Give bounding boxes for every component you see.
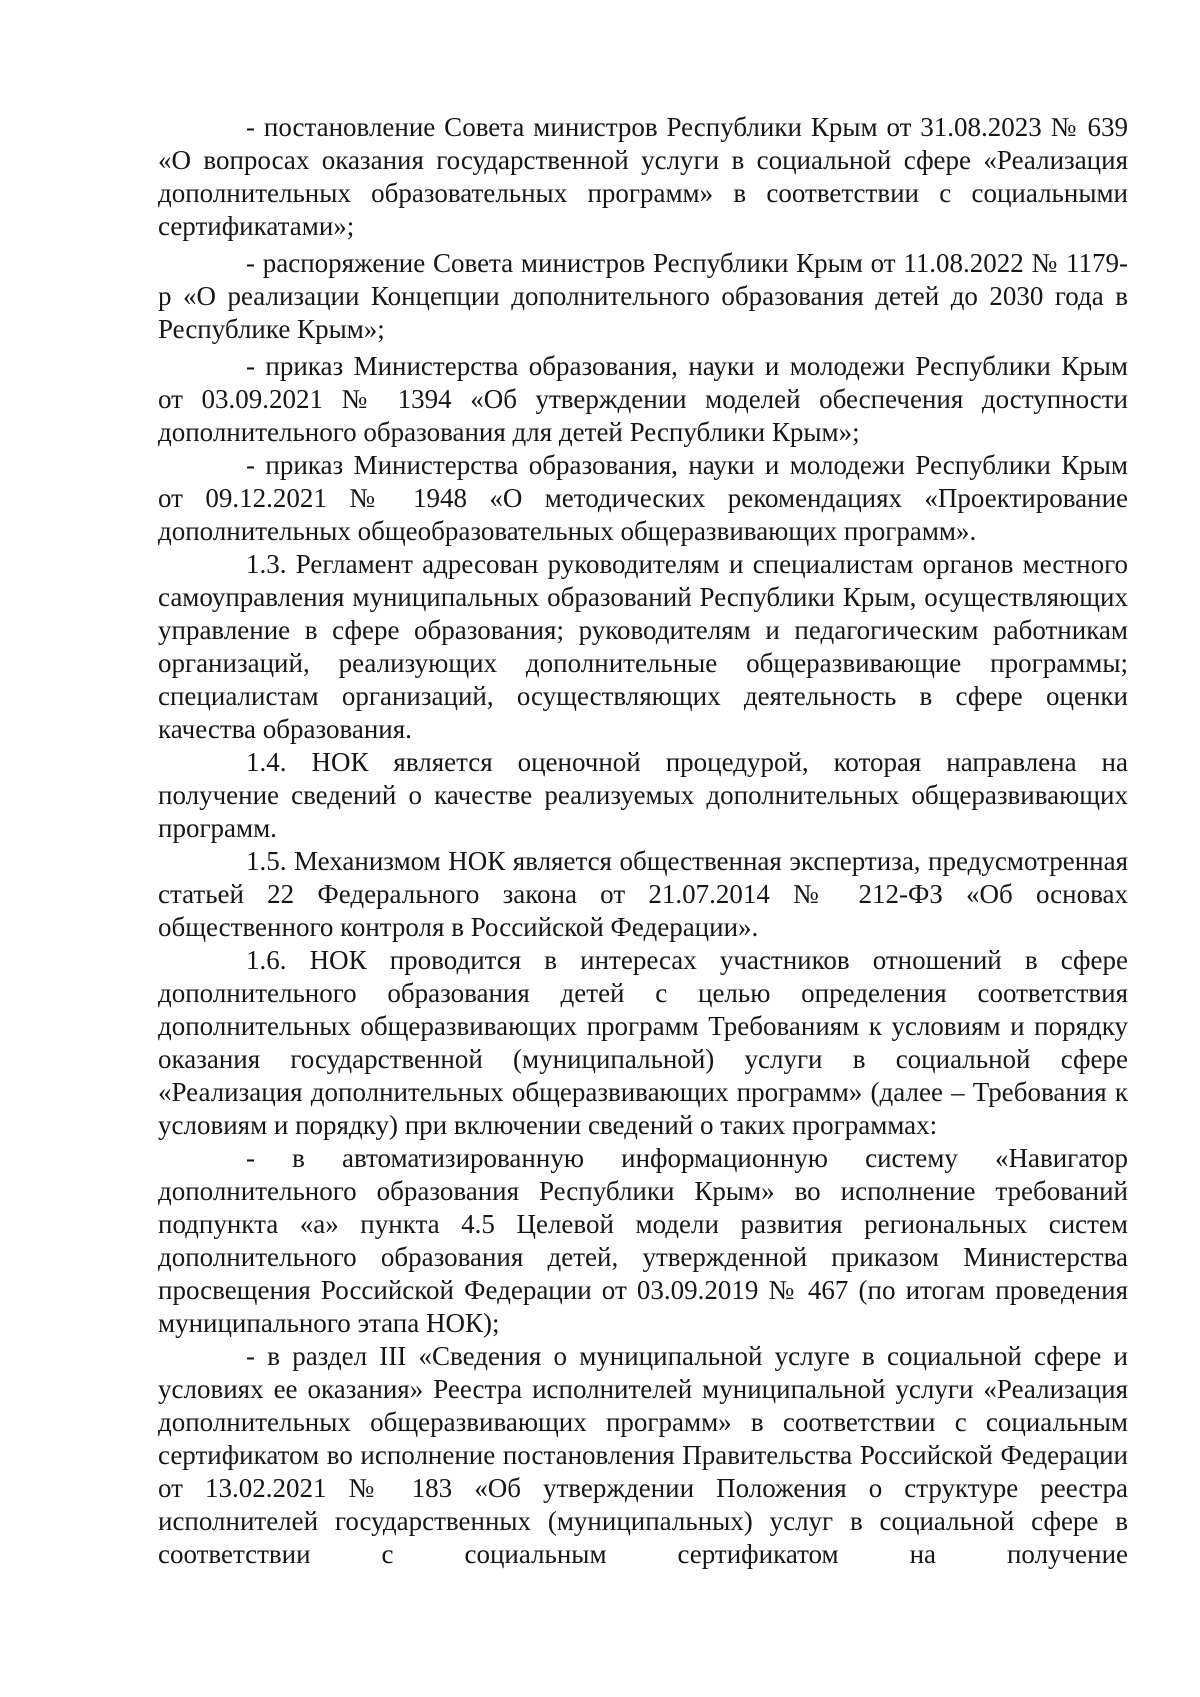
paragraph-navigator: - в автоматизированную информационную систему «Навигатор дополнительного образования Республики Крым» во исполнение требований подпункта «а» пункта 4.5 Целевой модели развития региональных систем дополнительного образования детей, утвержденной приказом Министерства просвещения Российской Федерации от 03.09.2019 № 467 (по итогам проведения муниципального этапа НОК); (158, 1143, 1128, 1338)
paragraph-registry: - в раздел III «Сведения о муниципальной услуге в социальной сфере и условиях ее оказания» Реестра исполнителей муниципальной услуги «Реализация дополнительных общеразвивающих программ» в соответствии с социальным сертификатом во исполнение постановления Правительства Российской Федерации от 13.02.2021 № 183 «Об утверждении Положения о структуре реестра исполнителей государственных (муниципальных) услуг в социальной сфере в соответствии с социальным сертификатом на получение (158, 1341, 1128, 1569)
paragraph-1-6: 1.6. НОК проводится в интересах участников отношений в сфере дополнительного образования детей с целью определения соответствия дополнительных общеразвивающих программ Требованиям к условиям и порядку оказания государственной (муниципальной) услуги в социальной сфере «Реализация дополнительных общеразвивающих программ» (далее – Требования к условиям и порядку) при включении сведений о таких программах: (158, 945, 1128, 1140)
paragraph-resolution-639: - постановление Совета министров Республики Крым от 31.08.2023 № 639 «О вопросах оказания государственной услуги в социальной сфере «Реализация дополнительных образовательных программ» в соответствии с социальными сертификатами»; (158, 112, 1128, 241)
paragraph-order-1948: - приказ Министерства образования, науки и молодежи Республики Крым от 09.12.2021 № 1948 «О методических рекомендациях «Проектирование дополнительных общеобразовательных общеразвивающих программ». (158, 450, 1128, 546)
paragraph-1-5: 1.5. Механизмом НОК является общественная экспертиза, предусмотренная статьей 22 Федерального закона от 21.07.2014 № 212-ФЗ «Об основах общественного контроля в Российской Федерации». (158, 846, 1128, 942)
paragraph-1-4: 1.4. НОК является оценочной процедурой, которая направлена на получение сведений о качестве реализуемых дополнительных общеразвивающих программ. (158, 747, 1128, 843)
document-page (158, 111, 1128, 1571)
paragraph-order-1394: - приказ Министерства образования, науки и молодежи Республики Крым от 03.09.2021 № 1394 «Об утверждении моделей обеспечения доступности дополнительного образования для детей Республики Крым»; (158, 351, 1128, 447)
paragraph-1-3: 1.3. Регламент адресован руководителям и специалистам органов местного самоуправления муниципальных образований Республики Крым, осуществляющих управление в сфере образования; руководителям и педагогическим работникам организаций, реализующих дополнительные общеразвивающие программы; специалистам организаций, осуществляющих деятельность в сфере оценки качества образования. (158, 549, 1128, 744)
paragraph-order-1179: - распоряжение Совета министров Республики Крым от 11.08.2022 № 1179-р «О реализации Концепции дополнительного образования детей до 2030 года в Республике Крым»; (158, 248, 1128, 344)
